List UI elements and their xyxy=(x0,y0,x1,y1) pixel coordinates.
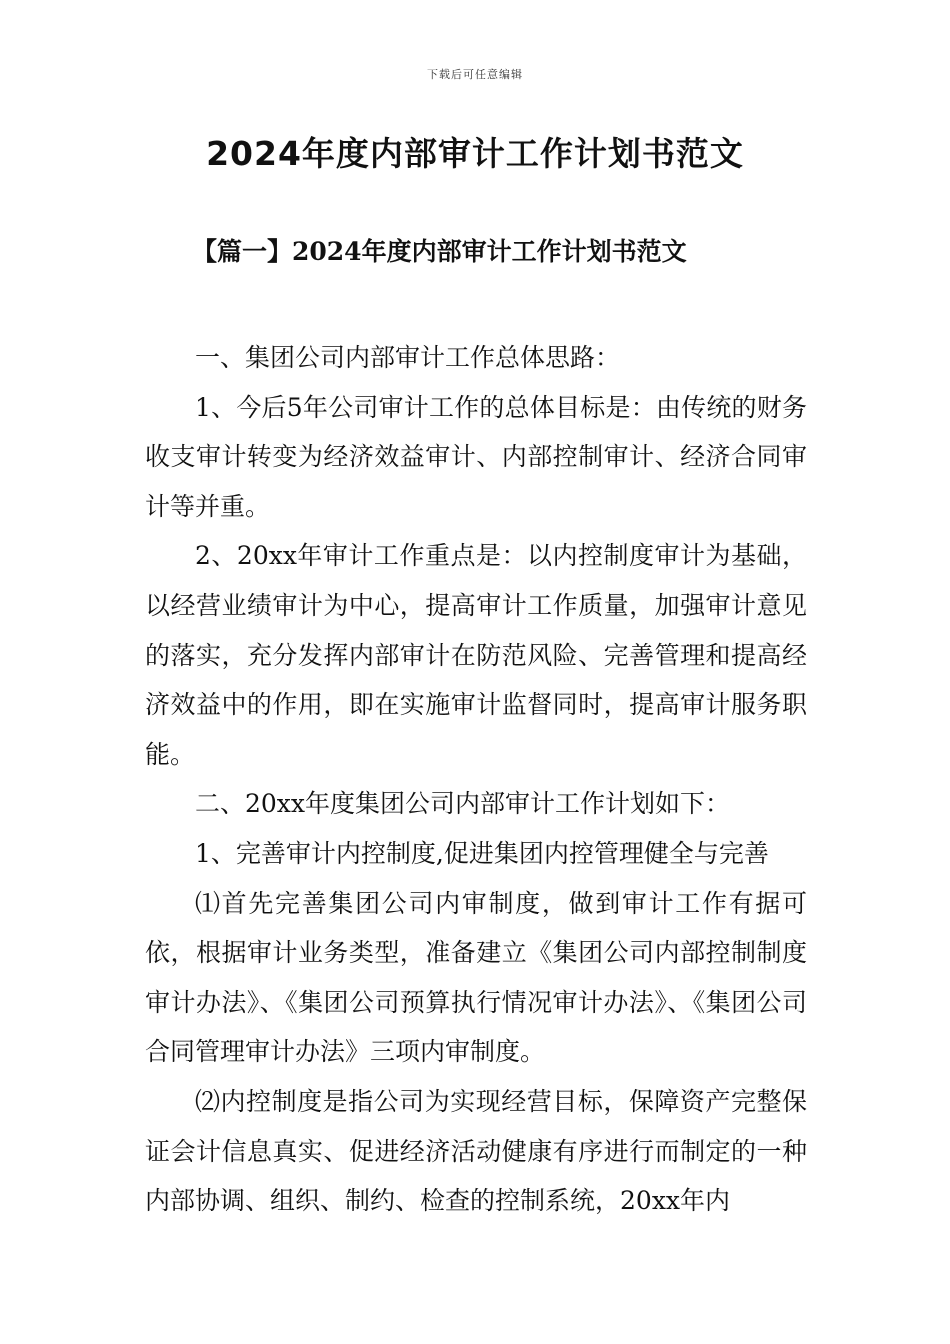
document-title: 2024年度内部审计工作计划书范文 xyxy=(206,134,744,173)
section-title: 【篇一】2024年度内部审计工作计划书范文 xyxy=(192,237,687,266)
paragraph: ⑴首先完善集团公司内审制度，做到审计工作有据可依，根据审计业务类型，准备建立《集团公司内部控制制度审计办法》、《集团公司预算执行情况审计办法》、《集团公司合同管理审计办法》三项内审制度。 xyxy=(145,888,807,1067)
paragraph: 1、完善审计内控制度,促进集团内控管理健全与完善 xyxy=(195,838,769,868)
paragraph-heading-1: 一、集团公司内部审计工作总体思路： xyxy=(195,343,621,372)
header-note: 下载后可任意编辑 xyxy=(427,68,523,81)
paragraph: 2、20xx年审计工作重点是：以内控制度审计为基础，以经营业绩审计为中心，提高审计工作质量，加强审计意见的落实，充分发挥内部审计在防范风险、完善管理和提高经济效益中的作用，即在实施审计监督同时，提高审计服务职能。 xyxy=(145,541,807,769)
document-body xyxy=(145,333,807,1226)
paragraph: ⑵内控制度是指公司为实现经营目标，保障资产完整保证会计信息真实、促进经济活动健康有序进行而制定的一种内部协调、组织、制约、检查的控制系统，20xx年内 xyxy=(145,1086,807,1216)
paragraph: 1、今后5年公司审计工作的总体目标是：由传统的财务收支审计转变为经济效益审计、内部控制审计、经济合同审计等并重。 xyxy=(145,392,807,521)
paragraph-heading-2: 二、20xx年度集团公司内部审计工作计划如下： xyxy=(195,789,731,819)
